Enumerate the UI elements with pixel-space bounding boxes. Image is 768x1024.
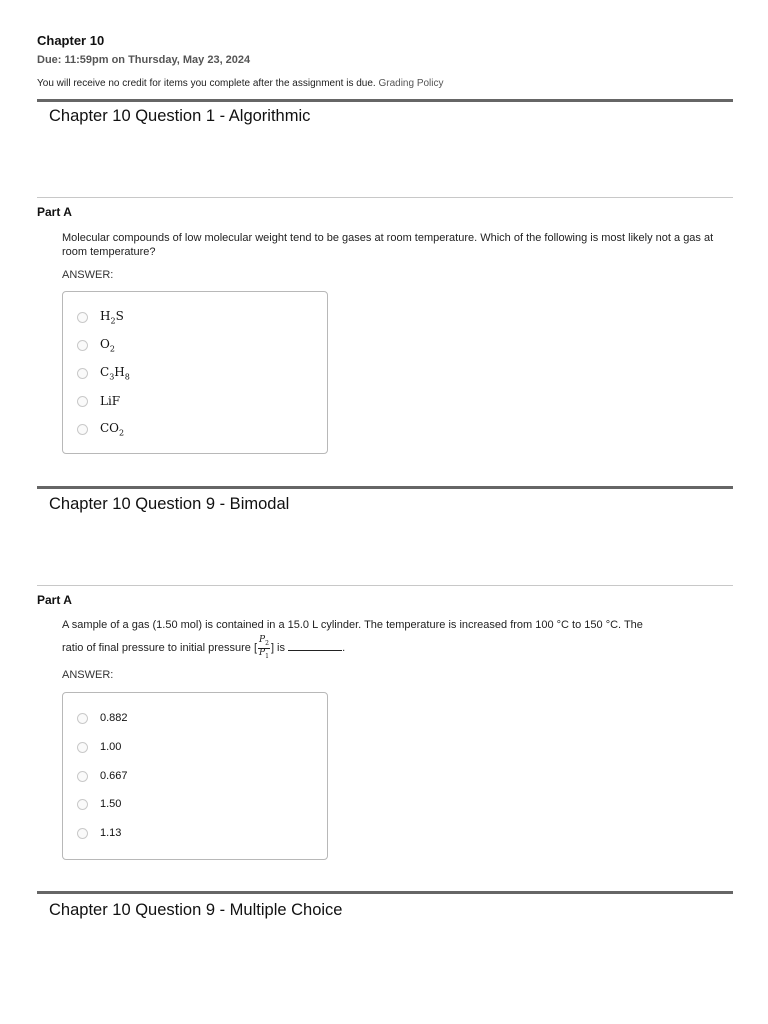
choice-option[interactable] [77, 825, 121, 841]
radio-button[interactable] [77, 312, 88, 323]
section-divider [37, 891, 733, 894]
answer-label: ANSWER: [62, 669, 114, 681]
question-text: Molecular compounds of low molecular weight tend to be gases at room temperature. Which of the following is most likely not a gas at room temperature? [62, 232, 714, 258]
pressure-ratio-fraction: $\frac{P_2}{P_1}$ [259, 635, 269, 660]
choice-label: $H_2S$ [100, 308, 124, 326]
choice-option[interactable] [77, 393, 120, 409]
choice-option[interactable] [77, 796, 121, 812]
radio-button[interactable] [77, 424, 88, 435]
choice-option[interactable] [77, 739, 121, 755]
choice-label: 1.00 [100, 741, 122, 753]
choice-label: $C_3H_8$ [100, 364, 130, 382]
answer-label: ANSWER: [62, 269, 114, 281]
part-label: Part A [37, 205, 72, 219]
radio-button[interactable] [77, 742, 88, 753]
radio-button[interactable] [77, 368, 88, 379]
late-notice [37, 78, 444, 89]
question-title: Chapter 10 Question 1 - Algorithmic [49, 107, 311, 125]
radio-button[interactable] [77, 799, 88, 810]
choice-label: $CO_2$ [100, 420, 125, 438]
late-notice-text: You will receive no credit for items you complete after the assignment is due. [37, 78, 376, 89]
choice-option[interactable] [77, 421, 124, 437]
answer-choices [62, 291, 328, 454]
grading-policy-link[interactable]: Grading Policy [378, 78, 444, 89]
section-divider [37, 486, 733, 489]
choice-label: 0.882 [100, 712, 128, 724]
choice-option[interactable] [77, 768, 128, 784]
part-divider [37, 197, 733, 198]
question-title: Chapter 10 Question 9 - Multiple Choice [49, 901, 343, 919]
answer-blank [288, 640, 342, 651]
choice-label: $O_2$ [100, 336, 115, 354]
choice-label: 1.50 [100, 798, 122, 810]
radio-button[interactable] [77, 340, 88, 351]
section-divider [37, 99, 733, 102]
radio-button[interactable] [77, 828, 88, 839]
question-title: Chapter 10 Question 9 - Bimodal [49, 495, 290, 513]
choice-label: 1.13 [100, 827, 122, 839]
question-text [62, 614, 730, 661]
choice-option[interactable] [77, 365, 130, 381]
radio-button[interactable] [77, 396, 88, 407]
choice-option[interactable] [77, 337, 115, 353]
question-text-line: A sample of a gas (1.50 mol) is contained in a 15.0 L cylinder. The temperature is increased from 100 °C to 150 °C. The [62, 619, 643, 631]
answer-choices [62, 692, 328, 860]
choice-option[interactable] [77, 309, 124, 325]
question-text-line: ratio of final pressure to initial pressure [ $\frac{P_2}{P_1}$ ] is . [62, 635, 346, 660]
due-date: Due: 11:59pm on Thursday, May 23, 2024 [37, 54, 251, 66]
choice-label: LiF [100, 394, 121, 408]
choice-option[interactable] [77, 710, 128, 726]
choice-label: 0.667 [100, 770, 128, 782]
part-label: Part A [37, 593, 72, 607]
part-divider [37, 585, 733, 586]
radio-button[interactable] [77, 771, 88, 782]
assignment-title: Chapter 10 [37, 33, 105, 48]
radio-button[interactable] [77, 713, 88, 724]
